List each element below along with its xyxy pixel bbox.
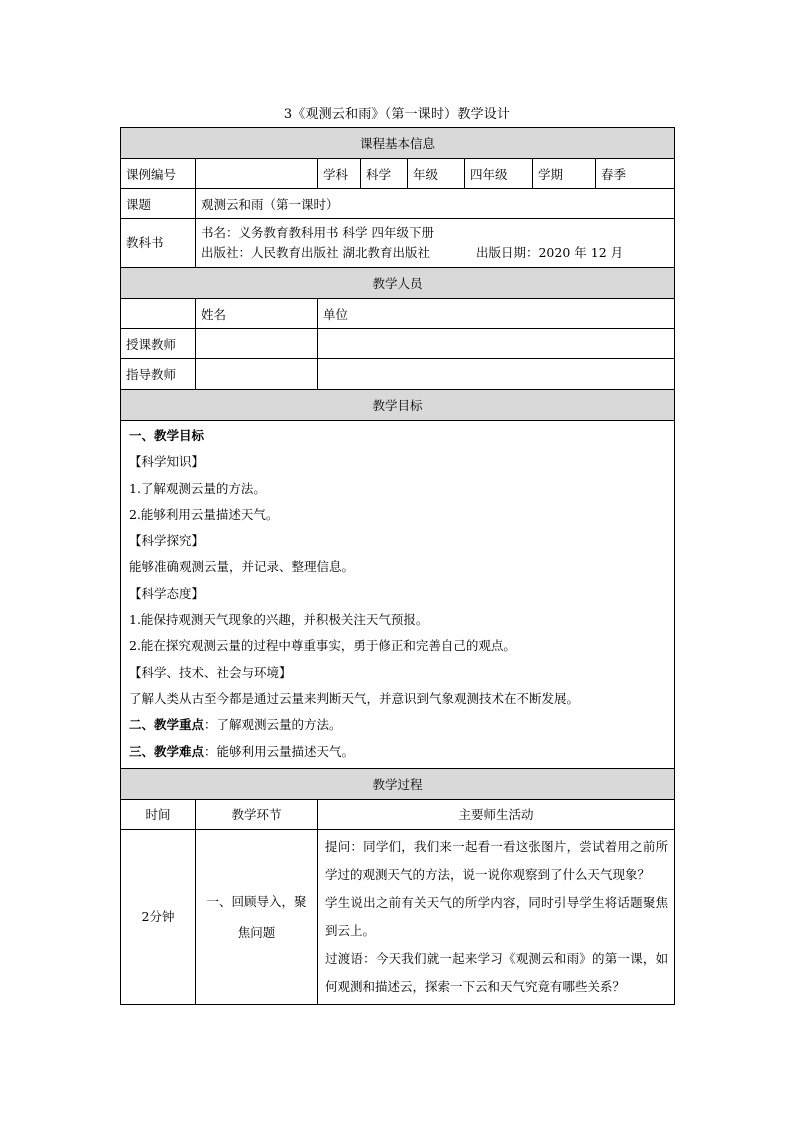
attitude-item-2: 2.能在探究观测云量的过程中尊重事实，勇于修正和完善自己的观点。 xyxy=(129,638,516,654)
knowledge-heading: 【科学知识】 xyxy=(129,454,205,470)
activity-paragraph-3: 过渡语：今天我们就一起来学习《观测云和雨》的第一课，如何观测和描述云，探索一下云和天气究竟有哪些关系？ xyxy=(325,950,669,994)
course-no-label: 课例编号 xyxy=(121,159,196,189)
staff-advisor-name xyxy=(196,359,318,390)
process-header: 教学过程 xyxy=(121,768,675,799)
textbook-publish-date: 出版日期：2020 年 12 月 xyxy=(475,245,624,260)
process-col-time: 时间 xyxy=(121,799,196,829)
key-point-label: 二、教学重点 xyxy=(129,717,205,733)
textbook-name: 书名：义务教育教科用书 科学 四年级下册 xyxy=(201,225,434,240)
grade-label: 年级 xyxy=(408,159,465,189)
subject-value: 科学 xyxy=(361,159,408,189)
goals-section-title: 一、教学目标 xyxy=(129,428,205,443)
activity-paragraph-1: 提问：同学们，我们来一起看一看这张图片，尝试着用之前所学过的观测天气的方法，说一说你观察到了什么天气现象？ xyxy=(325,838,669,882)
stse-heading: 【科学、技术、社会与环境】 xyxy=(129,664,292,680)
document-title: 3《观测云和雨》（第一课时）教学设计 xyxy=(283,107,511,122)
grade-value: 四年级 xyxy=(465,159,533,189)
subject-label: 学科 xyxy=(318,159,361,189)
inquiry-item-1: 能够准确观测云量，并记录、整理信息。 xyxy=(129,559,355,575)
topic-label: 课题 xyxy=(121,189,196,219)
goals-header: 教学目标 xyxy=(121,390,675,421)
difficult-point-label: 三、教学难点 xyxy=(129,743,205,759)
textbook-publisher-line xyxy=(201,243,669,263)
term-value: 春季 xyxy=(596,159,675,189)
textbook-publisher: 出版社：人民教育出版社 湖北教育出版社 xyxy=(201,245,430,260)
course-no-value xyxy=(196,159,318,189)
goals-body xyxy=(121,421,675,769)
attitude-heading: 【科学态度】 xyxy=(129,585,205,601)
term-label: 学期 xyxy=(533,159,596,189)
knowledge-item-1: 1.了解观测云量的方法。 xyxy=(129,480,266,496)
process-col-step: 教学环节 xyxy=(196,799,318,829)
staff-header: 教学人员 xyxy=(121,268,675,299)
staff-role-advisor: 指导教师 xyxy=(121,359,196,390)
stse-item-1: 了解人类从古至今都是通过云量来判断天气，并意识到气象观测技术在不断发展。 xyxy=(129,690,580,706)
staff-advisor-unit xyxy=(318,359,675,390)
process-col-main: 主要师生活动 xyxy=(318,799,675,829)
activity-paragraph-2: 学生说出之前有关天气的所学内容，同时引导学生将话题聚焦到云上。 xyxy=(325,894,669,938)
staff-role-teacher: 授课教师 xyxy=(121,329,196,359)
textbook-label: 教科书 xyxy=(121,219,196,268)
textbook-info xyxy=(196,219,675,268)
key-point-text: ：了解观测云量的方法。 xyxy=(204,717,342,733)
process-row-activities xyxy=(318,829,675,1004)
process-row-step: 一、回顾导入，聚焦问题 xyxy=(196,829,318,1004)
difficult-point-line xyxy=(129,739,666,765)
topic-value: 观测云和雨（第一课时） xyxy=(196,189,675,219)
staff-col-unit: 单位 xyxy=(318,299,675,329)
knowledge-item-2: 2.能够利用云量描述天气。 xyxy=(129,506,279,522)
staff-teacher-name xyxy=(196,329,318,359)
key-point-line xyxy=(129,712,666,738)
staff-corner-cell xyxy=(121,299,196,329)
staff-col-name: 姓名 xyxy=(196,299,318,329)
staff-teacher-unit xyxy=(318,329,675,359)
lesson-plan-table xyxy=(120,127,675,1005)
difficult-point-text: ：能够利用云量描述天气。 xyxy=(204,743,355,759)
attitude-item-1: 1.能保持观测天气现象的兴趣，并积极关注天气预报。 xyxy=(129,612,429,628)
basic-info-header: 课程基本信息 xyxy=(121,128,675,159)
process-row-time: 2分钟 xyxy=(121,829,196,1004)
inquiry-heading: 【科学探究】 xyxy=(129,533,205,549)
